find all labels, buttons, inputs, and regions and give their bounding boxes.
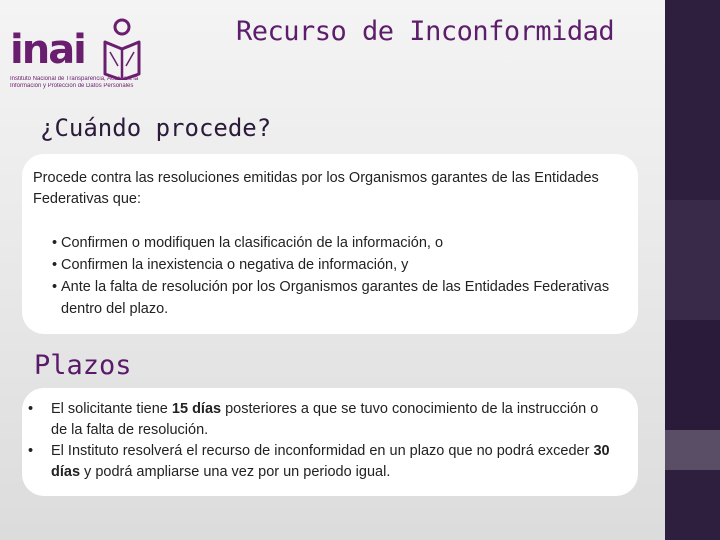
bullet: • [52, 279, 58, 295]
list-item: • Ante la falta de resolución por los Organismos garantes de las Entidades Federativas dentro del plazo. [52, 276, 612, 320]
bullet: • [28, 443, 34, 459]
right-decorative-bar [665, 0, 720, 540]
list-item: • Confirmen o modifiquen la clasificación de la información, o [52, 232, 612, 254]
conditions-list [52, 232, 612, 320]
logo-subtitle: Instituto Nacional de Transparencia, Acceso a la Información y Protección de Datos Personales [10, 76, 139, 89]
bar-segment [665, 320, 720, 430]
bullet: • [52, 235, 58, 251]
days-highlight: 30 días [51, 443, 610, 480]
intro-paragraph: Procede contra las resoluciones emitidas por los Organismos garantes de las Entidades Federativas que: [33, 170, 599, 207]
section-heading-when: ¿Cuándo procede? [40, 114, 272, 142]
days-highlight: 15 días [171, 401, 222, 417]
list-item: • El Instituto resolverá el recurso de inconformidad en un plazo que no podrá exceder 30 días y podrá ampliarse una vez por un periodo igual. [28, 443, 610, 480]
bullet: • [52, 257, 58, 273]
bar-segment [665, 0, 720, 200]
slide-title: Recurso de Inconformidad [236, 16, 615, 47]
bar-segment [665, 200, 720, 320]
reader-book-icon [100, 18, 144, 80]
inai-logo [8, 14, 148, 94]
bullet: • [28, 401, 34, 417]
logo-wordmark: inai [10, 27, 85, 73]
bar-segment [665, 470, 720, 540]
list-item: • El solicitante tiene 15 días posteriores a que se tuvo conocimiento de la instrucción o de la falta de resolución. [28, 401, 599, 438]
bar-segment [665, 430, 720, 470]
plazos-list [28, 399, 613, 483]
section-heading-plazos: Plazos [34, 350, 132, 381]
list-item: • Confirmen la inexistencia o negativa de información, y [52, 254, 612, 276]
